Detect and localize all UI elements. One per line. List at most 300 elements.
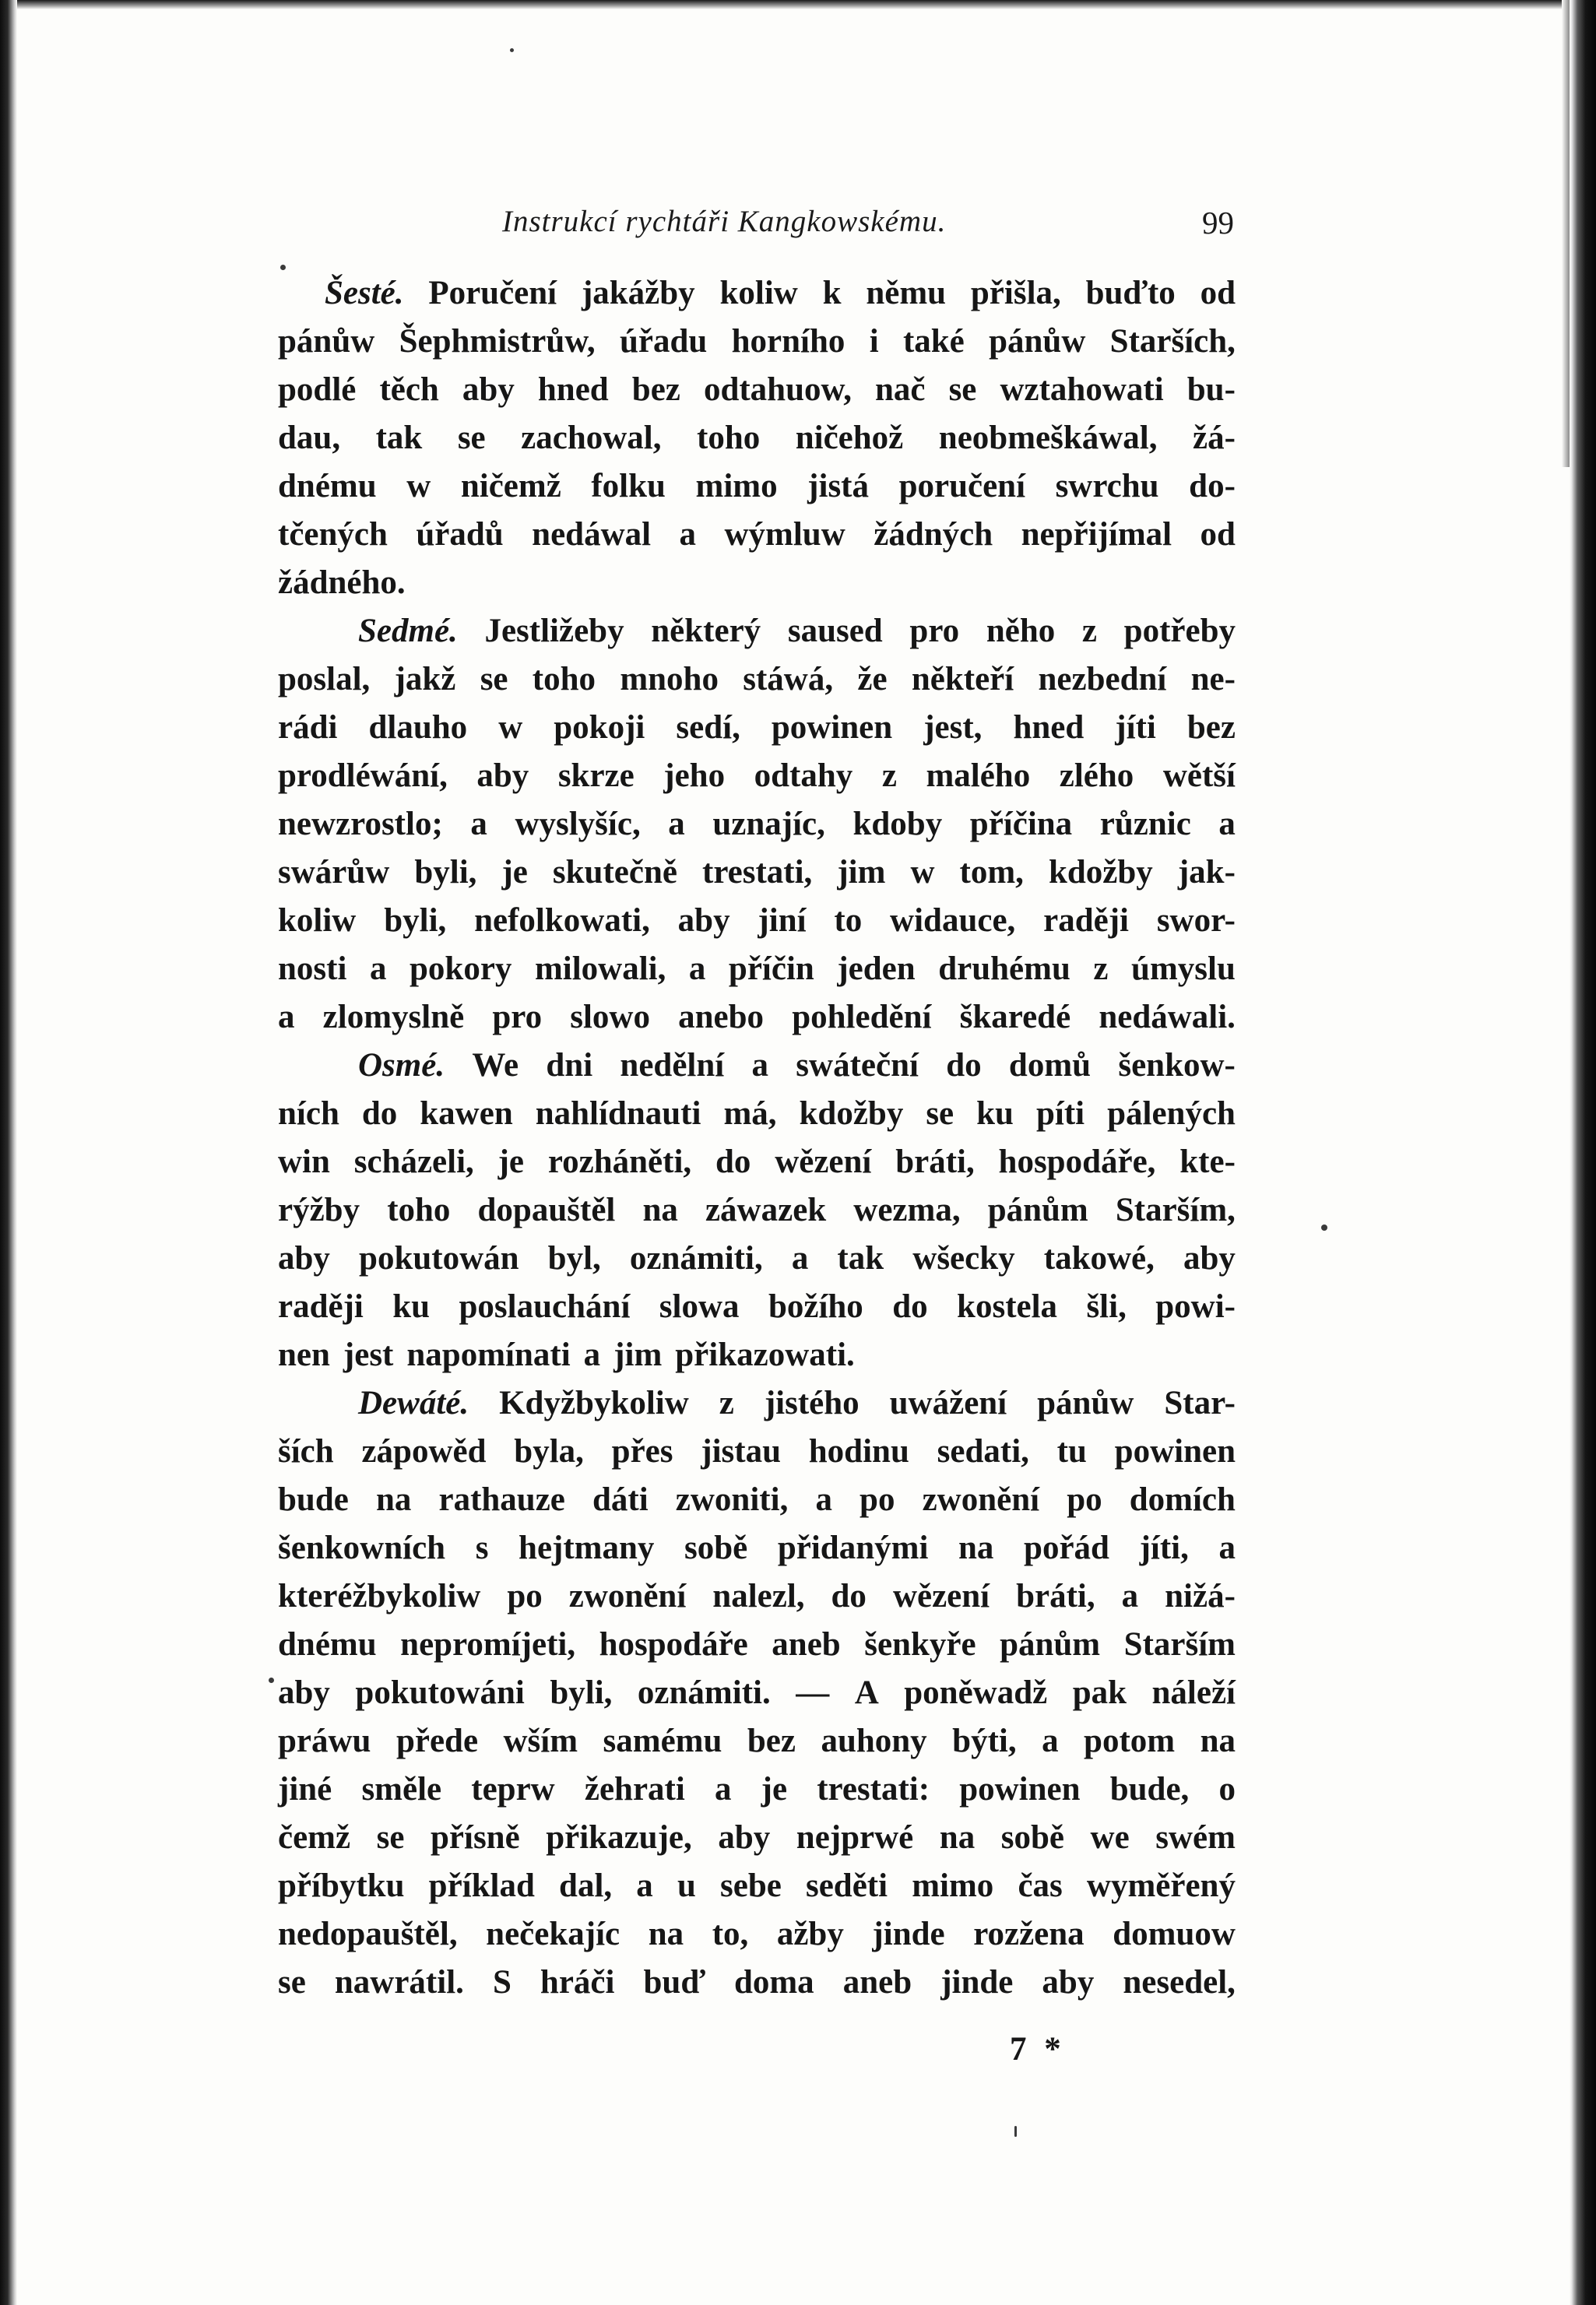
word: sebe xyxy=(720,1868,782,1904)
word: potom xyxy=(1084,1723,1176,1759)
word: rádi xyxy=(278,709,338,746)
word: odtahuow, xyxy=(703,371,852,408)
word: dau, xyxy=(278,420,341,456)
word: a xyxy=(815,1481,832,1518)
word: sobě xyxy=(1000,1819,1064,1856)
ink-speck xyxy=(269,1678,274,1683)
word: je xyxy=(501,854,528,891)
word: jiné xyxy=(278,1771,332,1808)
word: přede xyxy=(395,1723,479,1759)
word: žá- xyxy=(1193,420,1236,456)
word: rathauze xyxy=(438,1481,565,1518)
word: toho xyxy=(387,1192,451,1228)
word: mimo xyxy=(695,468,778,504)
word: některý xyxy=(651,613,761,649)
word: widauce, xyxy=(890,902,1016,939)
word: swém xyxy=(1155,1819,1236,1856)
word: přidanými xyxy=(777,1530,929,1566)
ink-speck xyxy=(1014,2126,1017,2137)
word: auhony xyxy=(821,1723,927,1759)
word: jíti, xyxy=(1139,1530,1189,1566)
word: bráti, xyxy=(895,1144,975,1180)
word: s xyxy=(475,1530,489,1566)
word: se xyxy=(948,371,977,408)
word: dlauho xyxy=(368,709,468,746)
word: nedělní xyxy=(620,1047,725,1084)
word: pánůw xyxy=(1037,1385,1134,1421)
word: a xyxy=(714,1771,732,1808)
word: koliw xyxy=(719,275,798,311)
word: nalezl, xyxy=(712,1578,805,1615)
word: wztahowati xyxy=(1000,371,1164,408)
section-heading-word: Osmé. xyxy=(358,1047,445,1084)
word: w xyxy=(498,709,523,746)
word: se xyxy=(926,1095,954,1132)
word: od xyxy=(1200,275,1236,311)
word: zachowal, xyxy=(521,420,662,456)
word: dopauštěl xyxy=(477,1192,616,1228)
text-line xyxy=(278,1722,1236,1770)
word: kdoby xyxy=(852,806,943,842)
word: čemž xyxy=(278,1819,351,1856)
word: a xyxy=(1121,1578,1139,1615)
word: druhému xyxy=(938,950,1070,987)
word: w xyxy=(406,468,431,504)
scan-edge-right-shadow xyxy=(1562,0,1570,467)
word: prodléwání, xyxy=(278,757,448,794)
word: nedáwal xyxy=(532,516,652,553)
word: hned xyxy=(1013,709,1085,746)
text-line xyxy=(278,1625,1236,1674)
text-line xyxy=(278,1336,1236,1384)
word: příčin xyxy=(728,950,814,987)
word: buď xyxy=(643,1964,705,2001)
word: a xyxy=(668,806,685,842)
word: pokutowán xyxy=(359,1240,519,1277)
text-line xyxy=(278,805,1236,853)
text-line xyxy=(278,1963,1236,2012)
word: pánůw xyxy=(989,323,1086,360)
section-heading-word: Dewáté. xyxy=(358,1385,469,1421)
word: jak- xyxy=(1177,854,1236,891)
word: domuow xyxy=(1113,1916,1236,1952)
word: koliw xyxy=(278,902,357,939)
word: poslauchání xyxy=(459,1288,631,1325)
word: domích xyxy=(1129,1481,1236,1518)
word: napomínati xyxy=(406,1337,571,1373)
word: a xyxy=(751,1047,769,1084)
word: folku xyxy=(591,468,666,504)
word: do- xyxy=(1189,468,1236,504)
word: horního xyxy=(731,323,845,360)
text-line xyxy=(278,612,1236,660)
word: nosti xyxy=(278,950,347,987)
word: slowo xyxy=(570,999,650,1035)
word: aby xyxy=(462,371,515,408)
word: We xyxy=(472,1047,519,1084)
word: uwážení xyxy=(889,1385,1007,1421)
word: žádných xyxy=(874,516,993,553)
text-line xyxy=(278,419,1236,467)
word: se xyxy=(376,1819,405,1856)
word: domů xyxy=(1008,1047,1092,1084)
section-heading-word: Šesté. xyxy=(325,275,404,311)
word: je xyxy=(497,1144,525,1180)
word: a xyxy=(369,950,387,987)
word: dal, xyxy=(559,1868,613,1904)
word: do xyxy=(946,1047,982,1084)
word: pánůw xyxy=(278,323,375,360)
text-line xyxy=(278,371,1236,419)
word: někteří xyxy=(911,661,1014,697)
word: wětší xyxy=(1162,757,1236,794)
word: aby xyxy=(1183,1240,1236,1277)
word: přísně xyxy=(431,1819,520,1856)
word: zlomyslně xyxy=(322,999,465,1035)
word: na xyxy=(375,1481,412,1518)
word: nen xyxy=(278,1337,330,1373)
body-text xyxy=(278,274,1236,2012)
text-line xyxy=(278,1915,1236,1963)
word: jistého xyxy=(764,1385,860,1421)
word: zwoniti, xyxy=(675,1481,789,1518)
word: odtahy xyxy=(754,757,853,794)
running-head: Instrukcí rychtáři Kangkowskému. xyxy=(502,205,947,238)
word: a xyxy=(1218,1530,1236,1566)
word: slowa xyxy=(659,1288,740,1325)
text-line xyxy=(278,1046,1236,1095)
word: stáwá, xyxy=(743,661,834,697)
word: náleží xyxy=(1151,1674,1236,1711)
word: swáteční xyxy=(796,1047,919,1084)
word: bez xyxy=(631,371,680,408)
word: mimo xyxy=(912,1868,994,1904)
word: A xyxy=(854,1674,879,1711)
text-line xyxy=(278,1384,1236,1432)
word: šenkowních xyxy=(278,1530,446,1566)
word: kte- xyxy=(1179,1144,1236,1180)
word: a xyxy=(583,1337,601,1373)
word: i xyxy=(869,323,879,360)
word: čas xyxy=(1018,1868,1063,1904)
text-line xyxy=(278,1818,1236,1867)
word: sedati, xyxy=(937,1433,1029,1470)
word: bu- xyxy=(1186,371,1236,408)
word: jim xyxy=(837,854,886,891)
text-line xyxy=(278,564,1236,612)
word: — xyxy=(796,1674,830,1711)
word: seděti xyxy=(805,1868,888,1904)
word: žehrati xyxy=(584,1771,685,1808)
word: zlého xyxy=(1059,757,1134,794)
ink-speck xyxy=(1321,1225,1327,1231)
text-line xyxy=(278,1867,1236,1915)
text-line xyxy=(278,322,1236,371)
word: nižá- xyxy=(1165,1578,1236,1615)
word: rýžby xyxy=(278,1192,360,1228)
word: newzrostlo; xyxy=(278,806,443,842)
text-line xyxy=(278,1481,1236,1529)
word: dni xyxy=(546,1047,593,1084)
word: do xyxy=(715,1144,751,1180)
word: zwonění xyxy=(568,1578,687,1615)
word: byli, xyxy=(414,854,477,891)
word: skrze xyxy=(557,757,635,794)
word: hned xyxy=(537,371,609,408)
word: božího xyxy=(768,1288,863,1325)
word: byli, xyxy=(550,1674,613,1711)
word: od xyxy=(1200,516,1236,553)
word: a xyxy=(688,950,706,987)
word: wyměřený xyxy=(1086,1868,1236,1904)
word: jest, xyxy=(923,709,983,746)
word: a xyxy=(1218,806,1236,842)
word: a xyxy=(791,1240,809,1277)
word: doma xyxy=(733,1964,814,2001)
text-line xyxy=(278,853,1236,901)
text-line xyxy=(278,1674,1236,1722)
word: Starším xyxy=(1123,1626,1236,1663)
word: poněwadž xyxy=(904,1674,1048,1711)
word: powi- xyxy=(1155,1288,1236,1325)
word: ších xyxy=(278,1433,334,1470)
word: šli, xyxy=(1086,1288,1127,1325)
word: a xyxy=(1042,1723,1059,1759)
word: kawen xyxy=(420,1095,513,1132)
word: něho xyxy=(986,613,1056,649)
word: pokutowáni xyxy=(355,1674,525,1711)
word: škaredé xyxy=(959,999,1071,1035)
word: příčina xyxy=(969,806,1073,842)
word: aby xyxy=(476,757,529,794)
word: pánům xyxy=(987,1192,1088,1228)
word: bráti, xyxy=(1016,1578,1095,1615)
word: aneb xyxy=(772,1626,841,1663)
word: přikazuje, xyxy=(546,1819,692,1856)
section-heading-word: Sedmé. xyxy=(358,613,458,649)
word: ničehož xyxy=(795,420,904,456)
word: kdožby xyxy=(1048,854,1153,891)
word: wězení xyxy=(892,1578,990,1615)
word: po xyxy=(1067,1481,1102,1518)
text-line xyxy=(278,708,1236,757)
word: hospodáře xyxy=(599,1626,748,1663)
word: nahlídnauti xyxy=(535,1095,701,1132)
word: poručení xyxy=(898,468,1026,504)
signature-mark: 7 * xyxy=(1010,2031,1066,2068)
word: z xyxy=(881,757,897,794)
word: pořád xyxy=(1024,1530,1109,1566)
word: teprw xyxy=(471,1771,555,1808)
word: kteréžbykoliw xyxy=(278,1578,481,1615)
word: poslal, xyxy=(278,661,371,697)
word: oznámiti, xyxy=(629,1240,763,1277)
word: dnému xyxy=(278,468,377,504)
word: toho xyxy=(532,661,596,697)
word: k xyxy=(822,275,842,311)
page-header xyxy=(276,204,1234,251)
word: rozháněti, xyxy=(547,1144,692,1180)
word: šenkow- xyxy=(1118,1047,1236,1084)
word: ních xyxy=(278,1095,339,1132)
word: scházeli, xyxy=(353,1144,474,1180)
word: nezbední xyxy=(1038,661,1167,697)
text-line xyxy=(278,950,1236,998)
word: Poručení xyxy=(428,275,557,311)
scan-edge-left xyxy=(0,0,17,2305)
word: rozžena xyxy=(973,1916,1085,1952)
word: toho xyxy=(697,420,761,456)
word: bude, xyxy=(1109,1771,1190,1808)
text-line xyxy=(278,901,1236,950)
word: přikazowati. xyxy=(675,1337,855,1373)
word: po xyxy=(507,1578,543,1615)
word: žádného. xyxy=(278,564,406,601)
word: přes xyxy=(611,1433,673,1470)
word: trestati, xyxy=(702,854,813,891)
word: tak xyxy=(837,1240,884,1277)
word: jakážby xyxy=(581,275,695,311)
word: úřadu xyxy=(619,323,708,360)
word: aneb xyxy=(842,1964,912,2001)
word: trestati: xyxy=(817,1771,930,1808)
word: aby xyxy=(677,902,730,939)
word: Jestližeby xyxy=(484,613,624,649)
word: nefolkowati, xyxy=(474,902,650,939)
word: nepromíjeti, xyxy=(400,1626,576,1663)
word: po xyxy=(860,1481,895,1518)
word: tom, xyxy=(959,854,1024,891)
word: hráči xyxy=(540,1964,615,2001)
word: dáti xyxy=(592,1481,649,1518)
word: swor- xyxy=(1156,902,1236,939)
word: pro xyxy=(909,613,960,649)
word: sobě xyxy=(684,1530,748,1566)
word: bez xyxy=(1186,709,1236,746)
word: potřeby xyxy=(1123,613,1236,649)
word: němu xyxy=(866,275,947,311)
word: sedí, xyxy=(676,709,740,746)
word: se xyxy=(457,420,486,456)
word: na xyxy=(1200,1723,1236,1759)
word: byli, xyxy=(384,902,447,939)
word: pánům xyxy=(1000,1626,1101,1663)
text-line xyxy=(278,1288,1236,1336)
word: pohledění xyxy=(792,999,932,1035)
word: na xyxy=(648,1916,684,1952)
word: do xyxy=(892,1288,928,1325)
word: má, xyxy=(723,1095,777,1132)
word: nejprwé xyxy=(796,1819,914,1856)
word: to, xyxy=(712,1916,749,1952)
word: kostela xyxy=(957,1288,1058,1325)
word: wšecky xyxy=(912,1240,1015,1277)
word: raději xyxy=(278,1288,364,1325)
word: nepřijímal xyxy=(1021,516,1172,553)
word: swrchu xyxy=(1055,468,1159,504)
word: uznajíc, xyxy=(712,806,825,842)
word: z xyxy=(719,1385,734,1421)
word: jim xyxy=(613,1337,663,1373)
word: úřadů xyxy=(416,516,504,553)
word: o xyxy=(1218,1771,1236,1808)
word: powinen xyxy=(771,709,893,746)
word: we xyxy=(1090,1819,1130,1856)
word: powinen xyxy=(959,1771,1081,1808)
word: aby xyxy=(278,1240,330,1277)
word: aby xyxy=(1042,1964,1095,2001)
text-line xyxy=(278,274,1236,322)
word: wýmluw xyxy=(724,516,845,553)
ink-speck xyxy=(510,48,514,52)
word: S xyxy=(492,1964,511,2001)
word: hejtmany xyxy=(519,1530,655,1566)
word: do xyxy=(831,1578,867,1615)
word: jeden xyxy=(837,950,916,987)
word: swárůw xyxy=(278,854,390,891)
text-line xyxy=(278,515,1236,564)
ink-speck xyxy=(280,265,286,270)
word: také xyxy=(902,323,965,360)
word: nawrátil. xyxy=(334,1964,464,2001)
word: příbytku xyxy=(278,1868,405,1904)
word: bude xyxy=(278,1481,349,1518)
page-number: 99 xyxy=(1202,205,1234,241)
word: zápowěd xyxy=(361,1433,487,1470)
word: to xyxy=(834,902,863,939)
word: se xyxy=(278,1964,306,2001)
word: hospodáře, xyxy=(998,1144,1156,1180)
word: práwu xyxy=(278,1723,371,1759)
scan-edge-right xyxy=(1570,0,1596,2305)
word: anebo xyxy=(678,999,765,1035)
word: jinde xyxy=(940,1964,1014,2001)
word: w xyxy=(910,854,935,891)
text-line xyxy=(278,1191,1236,1239)
text-line xyxy=(278,1143,1236,1191)
word: z xyxy=(1093,950,1109,987)
word: pokoji xyxy=(554,709,645,746)
word: a xyxy=(636,1868,653,1904)
word: byla, xyxy=(514,1433,584,1470)
word: raději xyxy=(1043,902,1129,939)
word: wezma, xyxy=(853,1192,961,1228)
word: bez xyxy=(747,1723,796,1759)
text-line xyxy=(278,467,1236,515)
word: byl, xyxy=(547,1240,601,1277)
word: jíti xyxy=(1115,709,1156,746)
word: různic xyxy=(1099,806,1191,842)
word: jiní xyxy=(758,902,807,939)
word: tčených xyxy=(278,516,388,553)
word: je xyxy=(761,1771,788,1808)
word: win xyxy=(278,1144,330,1180)
word: úmyslu xyxy=(1131,950,1236,987)
word: pokory xyxy=(409,950,512,987)
word: přišla, xyxy=(970,275,1061,311)
word: wězení xyxy=(775,1144,872,1180)
word: Starším, xyxy=(1115,1192,1236,1228)
text-line xyxy=(278,1577,1236,1625)
text-line xyxy=(278,1770,1236,1818)
word: aby xyxy=(278,1674,330,1711)
word: skutečně xyxy=(552,854,677,891)
word: ničemž xyxy=(460,468,561,504)
text-line xyxy=(278,1529,1236,1577)
word: píti xyxy=(1035,1095,1085,1132)
word: na xyxy=(642,1192,678,1228)
word: podlé xyxy=(278,371,357,408)
